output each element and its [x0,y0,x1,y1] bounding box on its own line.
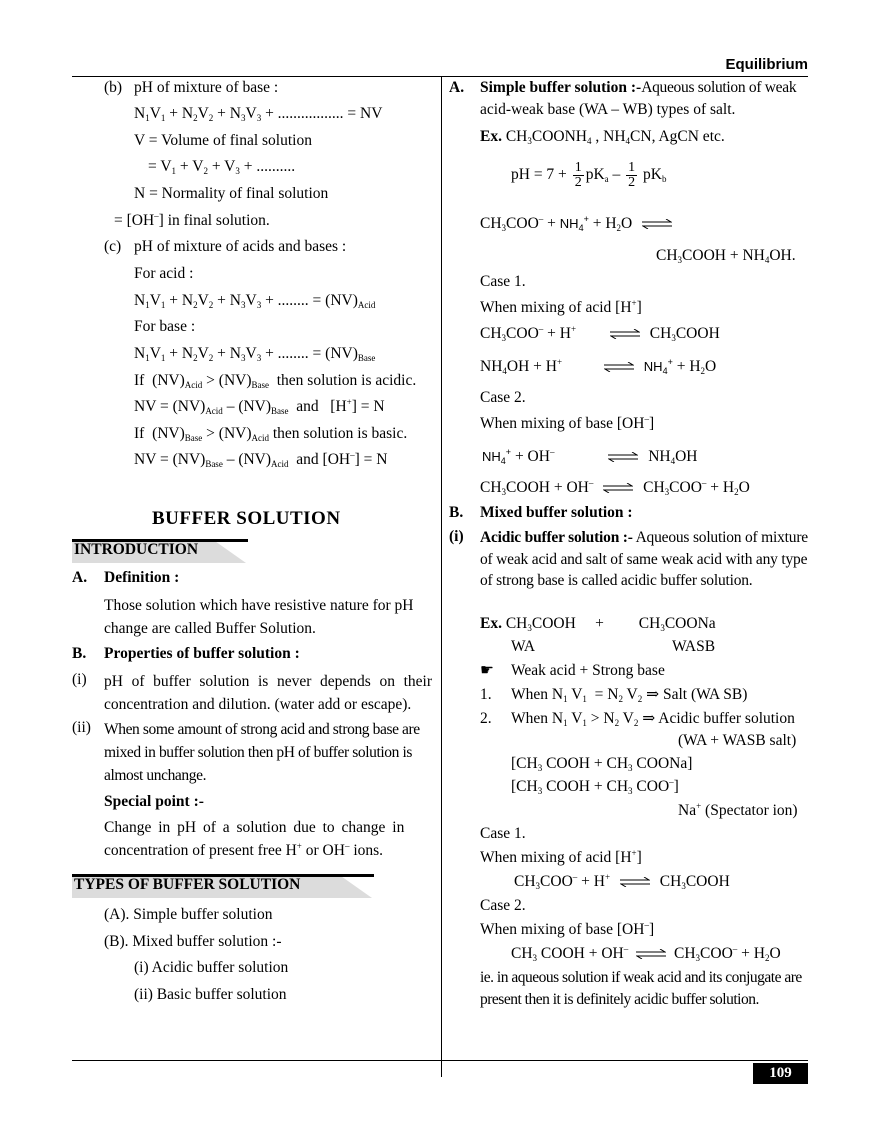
acidic-mix-base: When mixing of base [OH–] [480,920,655,938]
item-label-b: (b) [104,79,123,96]
type-acidic: (i) Acidic buffer solution [134,959,289,976]
simple-case-1: Case 1. [480,273,526,290]
types-heading: TYPES OF BUFFER SOLUTION [74,876,301,893]
mixed-heading: Mixed buffer solution : [480,504,633,521]
for-base-label: For base : [134,318,196,335]
basic-condition: If $(NV)_{Base} > (NV)_{Acid}$ then solution is basic. [134,425,408,443]
condition-2-number: 2. [480,710,492,727]
definition-heading: Definition : [104,569,180,586]
property-2-label: (ii) [72,719,91,736]
acidic-mix-acid: When mixing of acid [H+] [480,848,642,866]
simple-label: A. [449,79,465,96]
acidic-conclusion: ie. in aqueous solution if weak acid and its conjugate are present then it is definitely acidic buffer solution. [480,969,802,1008]
volume-sum: = $V_1 + V_2 + V_3$ + .......... [148,158,296,176]
spectator-ion: Na+ (Spectator ion) [678,801,798,819]
types-band [72,874,374,898]
acid-reaction-2: $NH_4OH + H^+$ $NH_4^+ + H_2O$ [480,357,717,376]
special-point-heading: Special point :- [104,793,204,810]
special-point-line-2: concentration of present free H+ or OH– ions. [104,841,384,859]
condition-2: When $N_1$ $V_1 > N_2$ $V_2$ ⇒ Acidic buffer solution [511,710,795,728]
footer-rule [72,1060,808,1061]
section-title: BUFFER SOLUTION [152,508,341,529]
normality-definition: N = Normality of final solution [134,185,329,202]
wasb-label: WASB [672,638,716,655]
acidic-acid-reaction: $CH_3COO^- + H^+$ $CH_3COOH$ [514,872,730,891]
weak-acid-strong-base: Weak acid + Strong base [511,662,665,679]
equilibrium-arrow-icon [642,219,672,229]
acidic-mixture-2: [$CH_3$ COOH + $CH_3$ COO–] [511,777,679,796]
acidic-mixture-1: [$CH_3$ COOH + $CH_3$ COONa] [511,755,693,773]
condition-1: When $N_1$ $V_1 = N_2$ $V_2$ ⇒ Salt (WA SB) [511,686,748,704]
wa-label: WA [511,638,536,655]
base-reaction-1: $NH_4^+ + OH^-$ $NH_4OH$ [482,447,698,466]
property-1-label: (i) [72,671,87,688]
type-basic: (ii) Basic buffer solution [134,986,287,1003]
def-label: A. [72,569,88,586]
item-b-title: pH of mixture of base : [134,79,279,96]
acidic-example: Ex. $CH_3COOH$ + $CH_3COONa$ [480,615,716,633]
base-reaction-2: $CH_3COOH + OH^-$ $CH_3COO^- + H_2O$ [480,478,750,497]
item-c-title: pH of mixture of acids and bases : [134,238,347,255]
property-2-text: When some amount of strong acid and strong base are mixed in buffer solution then pH of buffer solution is almost unchange. [104,721,420,784]
base-mix-equation: $N_1V_1 + N_2V_2 + N_3V_3$ + ................. = NV [134,105,383,123]
acidic-case-1: Case 1. [480,825,526,842]
equilibrium-arrow-icon [636,949,666,959]
wa-wasb-salt: (WA + WASB salt) [678,732,797,749]
simple-mix-base: When mixing of base [OH–] [480,414,655,432]
condition-1-number: 1. [480,686,492,703]
acid-reaction-1: $CH_3COO^- + H^+$ $CH_3COOH$ [480,324,720,343]
hydroxide-final: = [OH–] in final solution. [114,211,270,229]
type-simple: (A). Simple buffer solution [104,906,273,923]
hydrolysis-products: $CH_3COOH + NH_4OH$. [656,247,796,265]
simple-buffer-line-1: Simple buffer solution :-Aqueous solution of weak [480,79,797,96]
equilibrium-arrow-icon [620,877,650,887]
equilibrium-arrow-icon [604,362,634,372]
pointing-hand-icon: ☛ [480,662,494,679]
acidic-nv-equation: NV = $(NV)_{Acid} - (NV)_{Base}$ and [H+] = N [134,397,385,416]
volume-definition: V = Volume of final solution [134,132,312,149]
header-rule [72,76,808,77]
introduction-heading: INTRODUCTION [74,541,199,558]
properties-heading: Properties of buffer solution : [104,645,300,662]
equilibrium-arrow-icon [608,452,638,462]
equilibrium-arrow-icon [610,329,640,339]
acidic-definition: Acidic buffer solution :- Aqueous solution of mixture of weak acid and salt of same weak acid with any type of strong base is called acidic buffer solution. [480,529,808,589]
basic-nv-equation: NV = $(NV)_{Base} - (NV)_{Acid}$ and [OH–] = N [134,450,388,469]
for-acid-label: For acid : [134,265,194,282]
introduction-band [72,539,248,563]
acidic-condition: If $(NV)_{Acid} > (NV)_{Base}$ then solution is acidic. [134,372,417,390]
type-mixed: (B). Mixed buffer solution :- [104,933,282,950]
acid-mix-equation: $N_1V_1 + N_2V_2 + N_3V_3$ + ........ = $(NV)_{Acid}$ [134,292,376,310]
property-1-text: pH of buffer solution is never depends on their concentration and dilution. (water add or escape). [104,673,432,713]
acidic-base-reaction: $CH_3$ COOH + OH– $CH_3COO^- + H_2O$ [511,944,781,963]
simple-buffer-line-2: acid-weak base (WA – WB) types of salt. [480,101,736,118]
column-divider [441,77,442,1077]
properties-label: B. [72,645,87,662]
simple-case-2: Case 2. [480,389,526,406]
equilibrium-arrow-icon [603,483,633,493]
special-point-line-1: Change in pH of a solution due to change in [104,819,405,836]
item-label-c: (c) [104,238,122,255]
base-mix-equation-2: $N_1V_1 + N_2V_2 + N_3V_3$ + ........ = $(NV)_{Base}$ [134,345,376,363]
simple-mix-acid: When mixing of acid [H+] [480,298,642,316]
definition-text: Those solution which have resistive nature for pH change are called Buffer Solution. [104,597,414,637]
hydrolysis-equation: $CH_3COO^- + NH_4^+ + H_2O$ [480,214,678,234]
page-number: 109 [753,1063,808,1084]
mixed-label: B. [449,504,464,521]
chapter-title: Equilibrium [725,56,808,73]
simple-buffer-example: Ex. $CH_3COONH_4$ , $NH_4CN$, AgCN etc. [480,128,725,146]
acidic-case-2: Case 2. [480,897,526,914]
acidic-label: (i) [449,528,464,545]
ph-formula: pH = 7 + $\frac{1}{2}$ $pK_a$ – $\frac{1}{2}$ $pK_b$ [511,159,667,190]
